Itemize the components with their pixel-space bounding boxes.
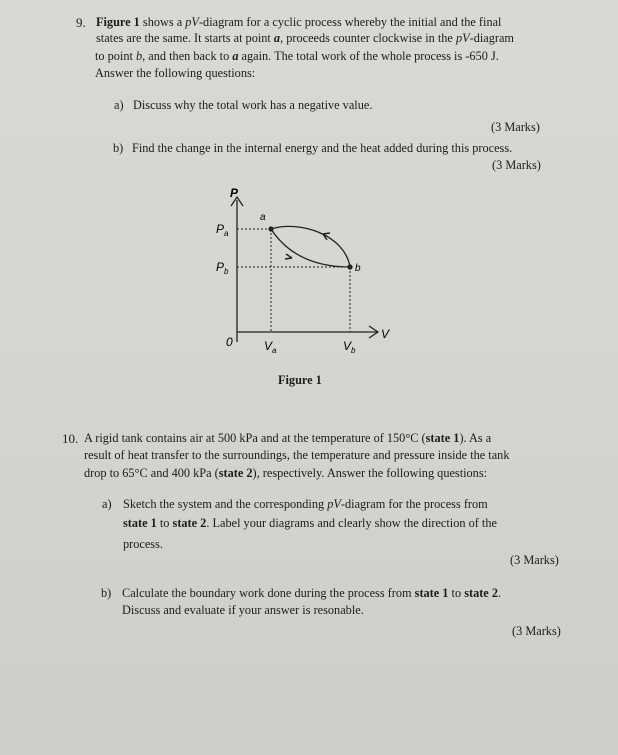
- question-10-number: 10.: [62, 431, 79, 446]
- q9-part-a-label: a): [114, 98, 124, 112]
- q9-part-b-text: Find the change in the internal energy and the heat added during this process.: [132, 141, 513, 155]
- question-9-line-1: Figure 1 shows a pV-diagram for a cyclic process whereby the initial and the final: [96, 15, 502, 29]
- point-b-dot: [347, 264, 352, 269]
- figure-caption: Figure 1: [278, 373, 322, 387]
- lower-direction-arrow: [285, 254, 292, 259]
- p-axis-label: P: [230, 186, 239, 200]
- q10-part-b-label: b): [101, 586, 112, 600]
- question-9-line-4: Answer the following questions:: [95, 66, 256, 80]
- question-10-line-2: result of heat transfer to the surroundings, the temperature and pressure inside the tank: [84, 448, 510, 462]
- pb-label: $P_b$: [216, 260, 229, 276]
- q10-part-a-marks: (3 Marks): [510, 553, 559, 567]
- q9-part-b-label: b): [113, 141, 124, 155]
- q10-part-a-line-3: process.: [123, 537, 163, 551]
- question-10-line-1: A rigid tank contains air at 500 kPa and at the temperature of 150°C (state 1). As a: [84, 431, 492, 445]
- question-9-line-2: states are the same. It starts at point a, proceeds counter clockwise in the pV-diagram: [96, 31, 514, 45]
- q10-part-a-label: a): [102, 497, 112, 511]
- pa-label: $P_a$: [216, 222, 229, 238]
- v-axis-label: V: [381, 327, 390, 341]
- question-9-line-3: to point b, and then back to a again. The total work of the whole process is -650 J.: [95, 49, 499, 63]
- q9-part-a-text: Discuss why the total work has a negative value.: [133, 98, 373, 112]
- q9-part-b-marks: (3 Marks): [492, 158, 541, 172]
- point-b-label: b: [355, 263, 361, 274]
- question-10-line-3: drop to 65°C and 400 kPa (state 2), respectively. Answer the following questions:: [84, 466, 488, 480]
- q10-part-a-line-1: Sketch the system and the corresponding pV-diagram for the process from: [123, 497, 488, 511]
- question-9-number: 9.: [76, 15, 86, 30]
- origin-label: 0: [226, 335, 233, 349]
- lower-process-curve: [271, 229, 350, 267]
- q10-part-b-marks: (3 Marks): [512, 624, 561, 638]
- vb-label: $V_b$: [343, 339, 356, 355]
- q10-part-b-line-2: Discuss and evaluate if your answer is resonable.: [122, 603, 364, 617]
- q10-part-a-line-2: state 1 to state 2. Label your diagrams and clearly show the direction of the: [123, 516, 497, 530]
- q10-part-b-line-1: Calculate the boundary work done during the process from state 1 to state 2.: [122, 586, 502, 600]
- va-label: $V_a$: [264, 339, 277, 355]
- pv-diagram: [180, 180, 420, 360]
- point-a-label: a: [260, 212, 266, 223]
- q9-part-a-marks: (3 Marks): [491, 120, 540, 134]
- point-a-dot: [268, 226, 273, 231]
